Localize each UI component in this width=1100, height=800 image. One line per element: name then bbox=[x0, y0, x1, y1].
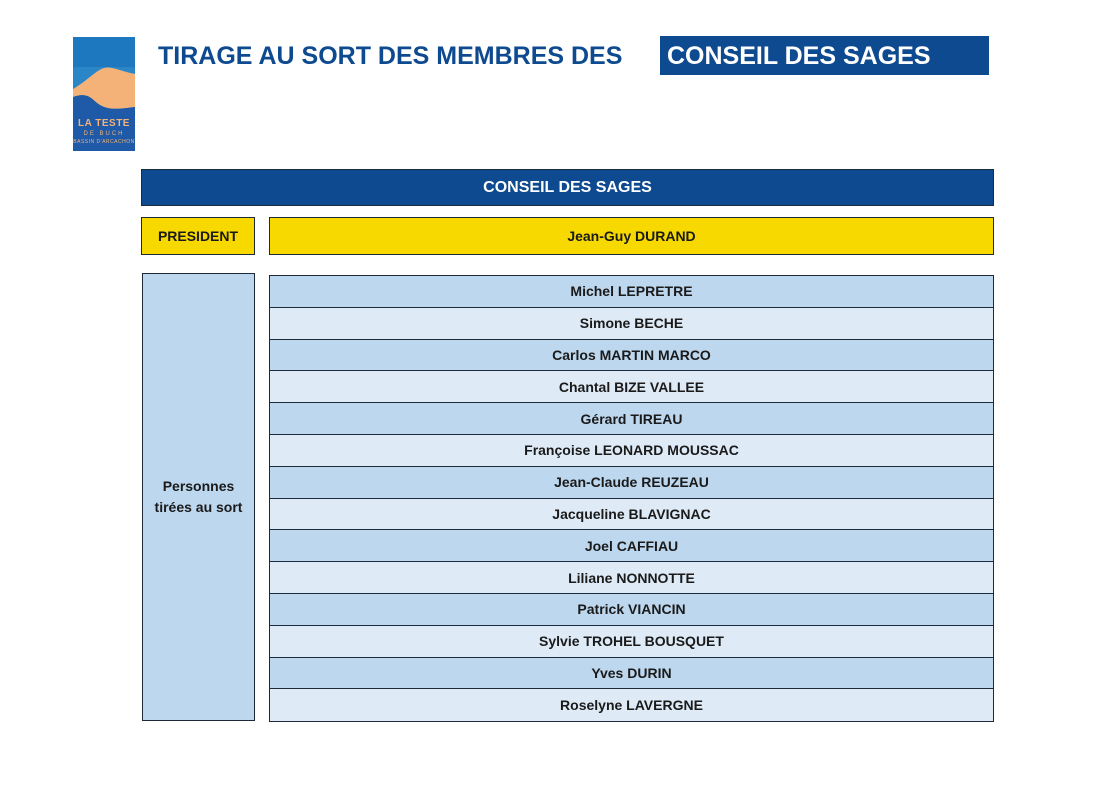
member-row: Yves DURIN bbox=[270, 658, 993, 690]
president-label: PRESIDENT bbox=[141, 217, 255, 255]
logo-name: LA TESTE bbox=[78, 118, 130, 129]
member-row: Joel CAFFIAU bbox=[270, 530, 993, 562]
members-label: Personnes tirées au sort bbox=[142, 273, 255, 721]
page-title-highlight: CONSEIL DES SAGES bbox=[660, 36, 989, 75]
member-row: Michel LEPRETRE bbox=[270, 276, 993, 308]
member-row: Jacqueline BLAVIGNAC bbox=[270, 499, 993, 531]
members-list bbox=[269, 275, 994, 722]
member-row: Simone BECHE bbox=[270, 308, 993, 340]
member-row: Carlos MARTIN MARCO bbox=[270, 340, 993, 372]
logo-tagline: BASSIN D'ARCACHON bbox=[73, 139, 135, 145]
president-name: Jean-Guy DURAND bbox=[269, 217, 994, 255]
member-row: Chantal BIZE VALLEE bbox=[270, 371, 993, 403]
member-row: Liliane NONNOTTE bbox=[270, 562, 993, 594]
member-row: Roselyne LAVERGNE bbox=[270, 689, 993, 721]
member-row: Sylvie TROHEL BOUSQUET bbox=[270, 626, 993, 658]
la-teste-logo bbox=[73, 37, 135, 151]
logo-subtitle: DE BUCH bbox=[83, 131, 125, 137]
member-row: Patrick VIANCIN bbox=[270, 594, 993, 626]
member-row: Françoise LEONARD MOUSSAC bbox=[270, 435, 993, 467]
council-table-header: CONSEIL DES SAGES bbox=[141, 169, 994, 206]
member-row: Gérard TIREAU bbox=[270, 403, 993, 435]
page-title: TIRAGE AU SORT DES MEMBRES DES bbox=[158, 42, 623, 70]
member-row: Jean-Claude REUZEAU bbox=[270, 467, 993, 499]
